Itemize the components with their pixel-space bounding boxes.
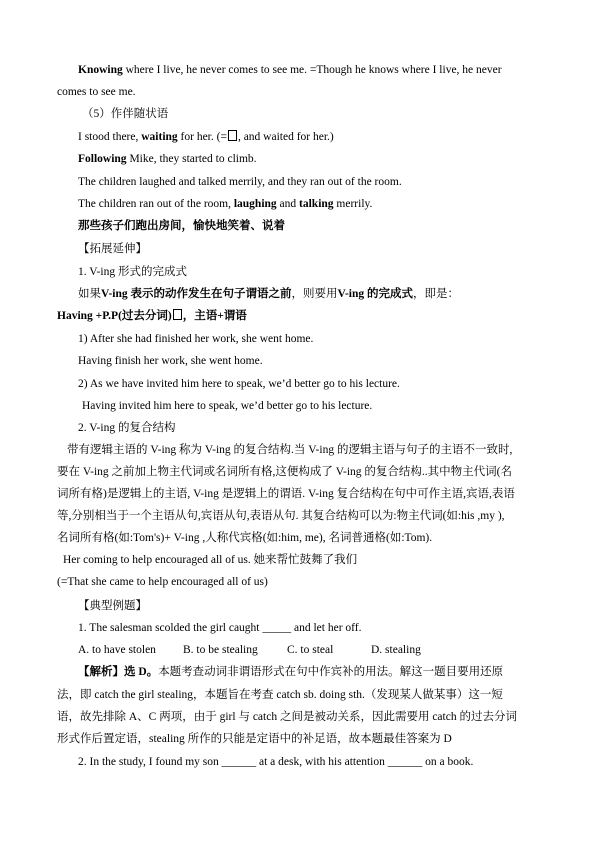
text-line [78, 130, 334, 145]
example-line: 1) After she had finished her work, she went home. [78, 333, 314, 345]
option-a: A. to have stolen [78, 644, 156, 656]
bold-term: Knowing [78, 64, 123, 76]
paragraph-line: 等,分别相当于一个主语从句,宾语从句,表语从句. 其复合结构可以为:物主代词(如:his ,my ), [57, 510, 505, 522]
analysis-line: 法，即 catch the girl stealing，本题旨在考查 catch sb. doing sth.（发现某人做某事）这一短 [57, 689, 503, 701]
text-line [78, 63, 502, 78]
text-span: The children ran out of the room, [78, 198, 234, 210]
text-span: ，则要用 [291, 288, 338, 300]
example-line: 2) As we have invited him here to speak, we’d better go to his lecture. [78, 378, 400, 390]
text-span: , and waited for her.) [237, 131, 334, 143]
text-span: 本题考查动词非谓语形式在句中作宾补的用法。解这一题目要用还原 [158, 666, 504, 678]
text-span: and [276, 198, 300, 210]
bold-term: V-ing 的完成式 [337, 288, 413, 300]
text-span: merrily. [333, 198, 373, 210]
question-line: 1. The salesman scolded the girl caught _____ and let her off. [78, 622, 362, 634]
paragraph-line: 带有逻辑主语的 V-ing 称为 V-ing 的复合结构.当 V-ing 的逻辑主语与句子的主语不一致时, [67, 444, 513, 456]
example-line: Having invited him here to speak, we’d better go to his lecture. [82, 400, 373, 412]
bold-term: V-ing 表示的动作发生在句子谓语之前 [101, 288, 292, 300]
question-line: 2. In the study, I found my son ______ at a desk, with his attention ______ on a book. [78, 756, 474, 768]
option-d: D. stealing [371, 644, 421, 656]
bold-term: Following [78, 153, 127, 165]
text-line: The children laughed and talked merrily, and they ran out of the room. [78, 176, 402, 188]
example-line: (=That she came to help encouraged all of us) [57, 576, 268, 588]
text-span: Mike, they started to climb. [126, 153, 257, 165]
text-span: for her. (= [177, 131, 227, 143]
text-span: 如果 [78, 288, 101, 300]
text-span: I stood there, [78, 131, 142, 143]
example-line: Having finish her work, she went home. [78, 355, 263, 367]
section-heading: 【典型例题】 [78, 600, 147, 612]
bold-term: waiting [141, 131, 178, 143]
analysis-line [78, 665, 503, 680]
text-span: where I live, he never comes to see me. =Though he knows where I live, he never [122, 64, 502, 76]
analysis-label: 【解析】选 D。 [78, 666, 159, 678]
section-heading: 【拓展延伸】 [78, 243, 147, 255]
subsection-heading: 1. V-ing 形式的完成式 [78, 266, 187, 278]
translation-line: 那些孩子们跑出房间，愉快地笑着、说着 [78, 220, 285, 232]
placeholder-box-icon [173, 309, 182, 320]
text-span: ，即是： [413, 288, 459, 300]
text-span: ，主语+谓语 [182, 310, 247, 322]
text-line [78, 197, 372, 212]
placeholder-box-icon [228, 130, 237, 141]
section-heading: （5）作伴随状语 [82, 108, 169, 120]
example-line: Her coming to help encouraged all of us. 她来帮忙鼓舞了我们 [63, 554, 358, 566]
analysis-line: 形式作后置定语，stealing 所作的只能是定语中的补足语，故本题最佳答案为 D [57, 733, 452, 745]
text-span: Having +P.P(过去分词) [57, 310, 172, 322]
formula-line [57, 309, 247, 324]
paragraph-line: 要在 V-ing 之前加上物主代词或名词所有格,这便构成了 V-ing 的复合结构..其中物主代词(名 [57, 466, 512, 478]
paragraph-line: 词所有格)是逻辑上的主语, V-ing 是逻辑上的谓语. V-ing 复合结构在句中可作主语,宾语,表语 [57, 488, 515, 500]
paragraph-line: 名词所有格(如:Tom's)+ V-ing ,人称代宾格(如:him, me), 名词普通格(如:Tom). [57, 532, 433, 544]
analysis-line: 语，故先排除 A、C 两项，由于 girl 与 catch 之间是被动关系，因此需要用 catch 的过去分词 [57, 711, 517, 723]
subsection-heading: 2. V-ing 的复合结构 [78, 422, 176, 434]
bold-term: laughing [233, 198, 277, 210]
bold-term: talking [299, 198, 334, 210]
option-b: B. to be stealing [183, 644, 258, 656]
text-line: comes to see me. [57, 86, 136, 98]
text-line [78, 287, 459, 302]
text-line [78, 152, 257, 167]
option-c: C. to steal [287, 644, 334, 656]
